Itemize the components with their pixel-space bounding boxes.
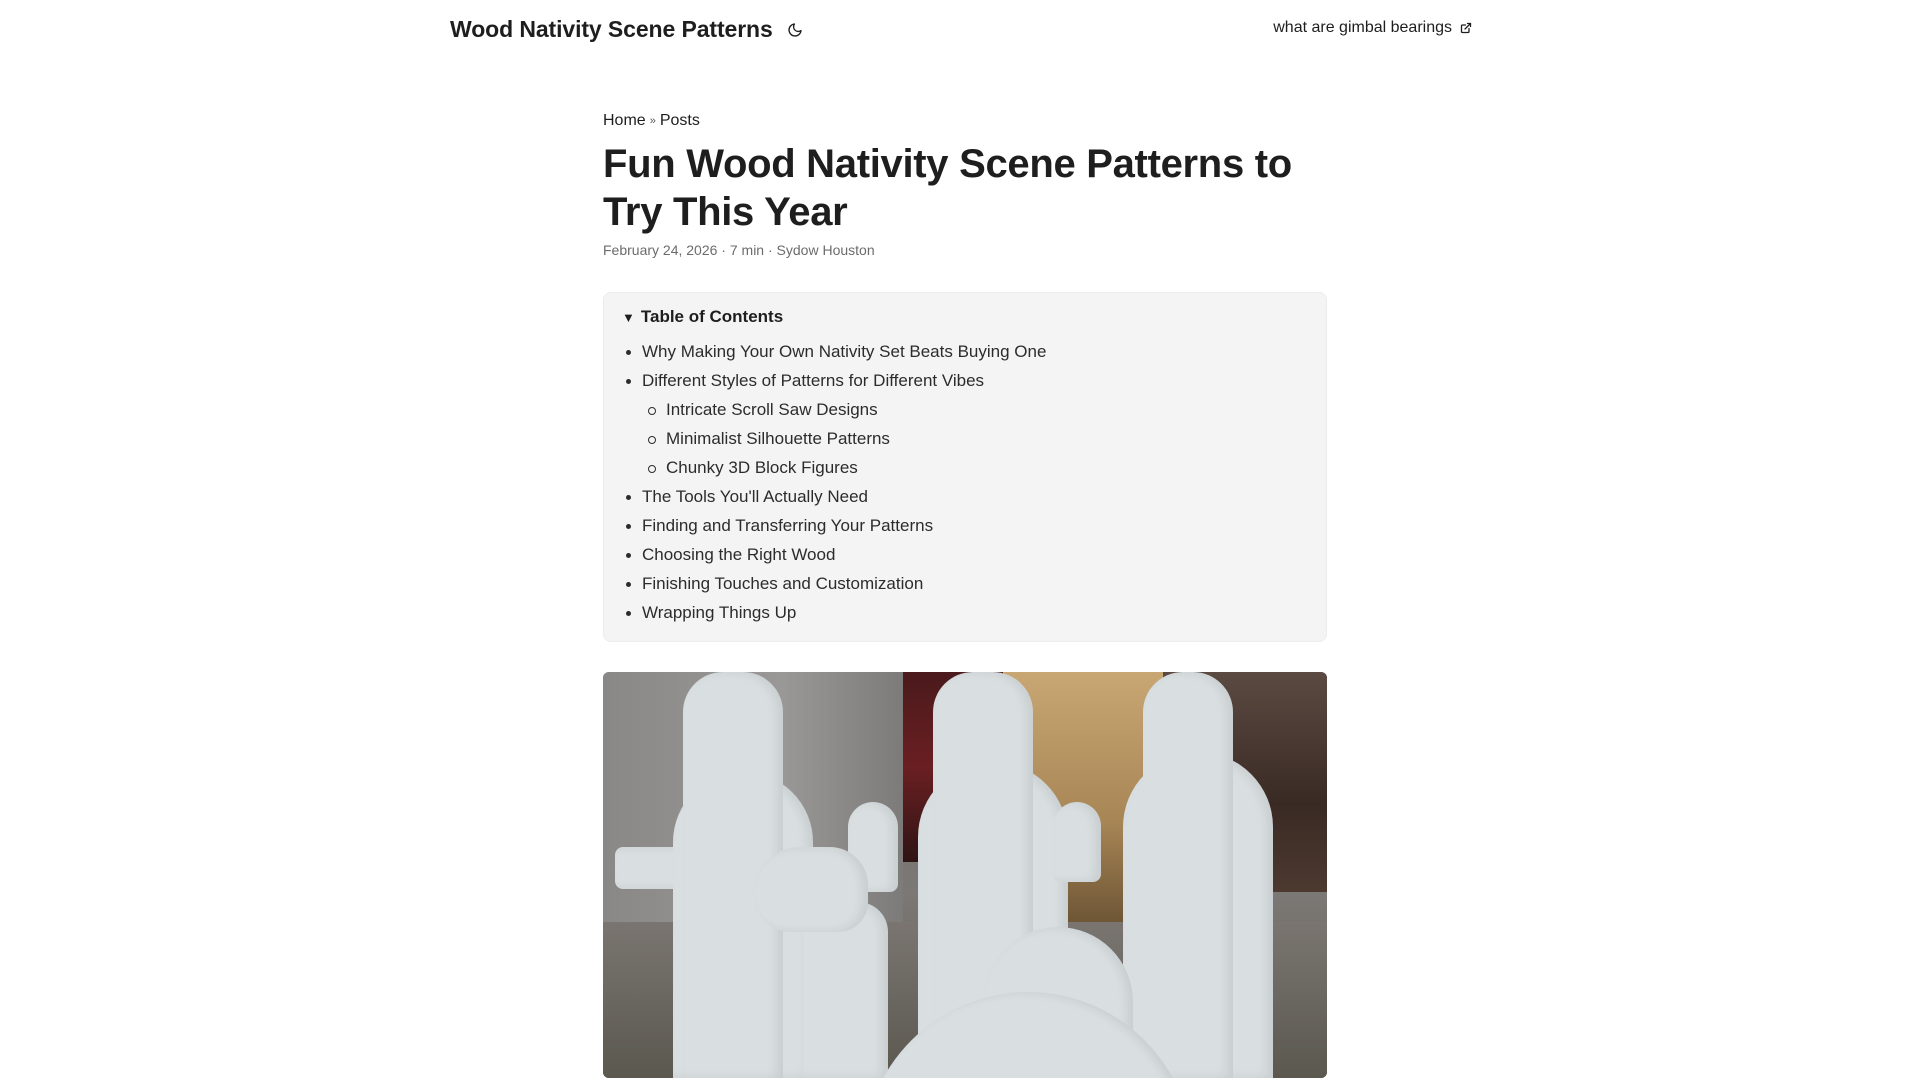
camel-figure xyxy=(753,847,868,932)
toc-subitem xyxy=(622,395,1310,424)
header-link-label: what are gimbal bearings xyxy=(1273,19,1452,36)
toc-toggle[interactable] xyxy=(622,305,1310,329)
toc-title: Table of Contents xyxy=(640,307,784,326)
page-title: Fun Wood Nativity Scene Patterns to Try This Year xyxy=(603,142,1292,234)
hero-image xyxy=(603,672,1327,1078)
external-link-icon xyxy=(1460,22,1472,34)
breadcrumb-home[interactable]: Home xyxy=(603,112,646,129)
toc-link-finishing[interactable]: Finishing Touches and Customization xyxy=(642,574,924,593)
toc-link-scroll-saw[interactable]: Intricate Scroll Saw Designs xyxy=(666,400,878,419)
read-time: 7 min xyxy=(729,242,765,258)
wise-man-figure xyxy=(1143,672,1233,1078)
toc-item xyxy=(622,337,1310,366)
gimbal-bearings-link[interactable] xyxy=(1273,19,1472,37)
logo xyxy=(450,16,805,43)
table-of-contents xyxy=(603,292,1327,642)
breadcrumb-separator: » xyxy=(649,115,656,127)
post-meta xyxy=(603,242,1327,262)
meta-separator: · xyxy=(717,242,730,258)
toc-item xyxy=(622,511,1310,540)
toc-item xyxy=(622,366,1310,395)
toc-item xyxy=(622,598,1310,627)
toc-item xyxy=(622,482,1310,511)
toc-link-silhouette[interactable]: Minimalist Silhouette Patterns xyxy=(666,429,890,448)
toc-link-choosing-wood[interactable]: Choosing the Right Wood xyxy=(642,545,836,564)
toc-link-different-styles[interactable]: Different Styles of Patterns for Different Vibes xyxy=(642,371,985,390)
toc-subitem xyxy=(622,424,1310,453)
site-title-link[interactable]: Wood Nativity Scene Patterns xyxy=(450,16,773,42)
toc-link-wrapping-up[interactable]: Wrapping Things Up xyxy=(642,603,797,622)
toc-item xyxy=(622,569,1310,598)
triangle-down-icon: ▼ xyxy=(622,309,635,325)
breadcrumb xyxy=(603,110,1327,132)
post-date: February 24, 2026 xyxy=(603,242,718,258)
toc-link-tools[interactable]: The Tools You'll Actually Need xyxy=(642,487,868,506)
toc-item xyxy=(622,540,1310,569)
post-author: Sydow Houston xyxy=(776,242,875,258)
toc-link-finding-patterns[interactable]: Finding and Transferring Your Patterns xyxy=(642,516,934,535)
toc-link-why-making[interactable]: Why Making Your Own Nativity Set Beats Buying One xyxy=(642,342,1047,361)
meta-separator: · xyxy=(764,242,777,258)
moon-icon[interactable] xyxy=(785,20,805,40)
gift-figure xyxy=(1053,802,1101,882)
toc-list xyxy=(622,337,1310,627)
toc-subitem xyxy=(622,453,1310,482)
post-main xyxy=(603,110,1327,1080)
site-header xyxy=(0,0,1920,60)
toc-link-3d-block[interactable]: Chunky 3D Block Figures xyxy=(666,458,858,477)
breadcrumb-posts[interactable]: Posts xyxy=(659,112,700,129)
